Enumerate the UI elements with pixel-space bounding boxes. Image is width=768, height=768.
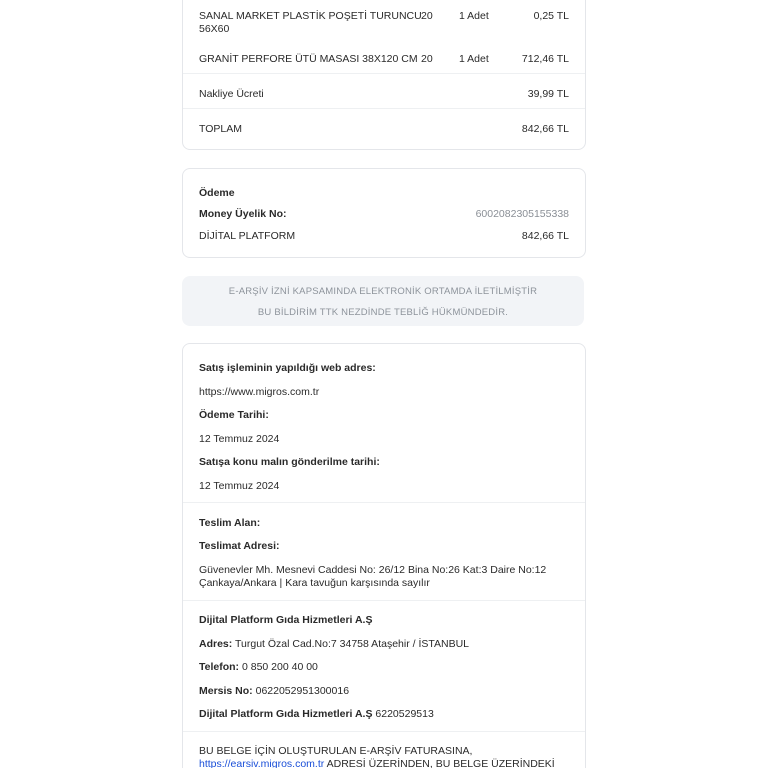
notice-line-1: E-ARŞİV İZNİ KAPSAMINDA ELEKTRONİK ORTAMDA İLETİLMİŞTİR: [228, 286, 538, 297]
company-mersis: [199, 685, 569, 698]
company-address-value: Turgut Özal Cad.No:7 34758 Ataşehir / İSTANBUL: [232, 638, 470, 650]
payment-method-label: DİJİTAL PLATFORM: [199, 230, 296, 242]
company-address: [199, 638, 569, 651]
item-unit: 1 Adet: [459, 10, 489, 22]
divider: [183, 73, 585, 74]
payment-method-amount: 842,66 TL: [521, 230, 569, 242]
company-phone-value: 0 850 200 40 00: [239, 661, 318, 673]
item-name: GRANİT PERFORE ÜTÜ MASASI 38X120 CM: [199, 53, 418, 65]
payment-title: Ödeme: [199, 187, 235, 199]
divider: [183, 731, 585, 732]
footer-line-1: BU BELGE İÇİN OLUŞTURULAN E-ARŞİV FATURASINA,: [199, 745, 473, 757]
web-address-value: https://www.migros.com.tr: [199, 386, 320, 398]
total-value: 842,66 TL: [521, 123, 569, 135]
divider: [183, 502, 585, 503]
membership-row: [199, 208, 569, 220]
company-phone-label: Telefon:: [199, 661, 240, 673]
receiver-label: Teslim Alan:: [199, 517, 261, 529]
payment-date-label: Ödeme Tarihi:: [199, 409, 269, 421]
total-label: TOPLAM: [199, 123, 242, 135]
company-address-label: Adres:: [199, 638, 233, 650]
item-quantity: 20: [421, 10, 433, 22]
earsiv-notice: [182, 276, 584, 326]
order-items-card: [182, 0, 586, 150]
payment-method-row: [199, 230, 569, 242]
footer-line-2-rest: ADRESİ ÜZERİNDEN, BU BELGE ÜZERİNDEKİ: [324, 758, 555, 768]
membership-number: 6002082305155338: [475, 208, 569, 220]
web-address-label: Satış işleminin yapıldığı web adres:: [199, 362, 376, 374]
item-price: 712,46 TL: [521, 53, 569, 65]
delivery-address-line-1: Güvenevler Mh. Mesnevi Caddesi No: 26/12 Bina No:26 Kat:3 Daire No:12: [199, 564, 547, 576]
shipping-label: Nakliye Ücreti: [199, 88, 264, 100]
company-tax-value: 6220529513: [372, 708, 434, 720]
company-mersis-label: Mersis No:: [199, 685, 253, 697]
divider: [183, 600, 585, 601]
company-mersis-value: 0622052951300016: [252, 685, 350, 697]
ship-date-label: Satışa konu malın gönderilme tarihi:: [199, 456, 380, 468]
company-tax-label: Dijital Platform Gıda Hizmetleri A.Ş: [199, 708, 373, 720]
membership-label: Money Üyelik No:: [199, 208, 287, 220]
footer-line-2: [199, 758, 569, 768]
company-name: Dijital Platform Gıda Hizmetleri A.Ş: [199, 614, 373, 626]
payment-card: [182, 168, 586, 258]
item-price: 0,25 TL: [533, 10, 569, 22]
ship-date-value: 12 Temmuz 2024: [199, 480, 280, 492]
payment-date-value: 12 Temmuz 2024: [199, 433, 280, 445]
shipping-value: 39,99 TL: [527, 88, 569, 100]
notice-line-2: BU BİLDİRİM TTK NEZDİNDE TEBLİĞ HÜKMÜNDEDİR.: [257, 307, 509, 318]
company-tax: [199, 708, 569, 721]
item-quantity: 20: [421, 53, 433, 65]
divider: [183, 108, 585, 109]
item-unit: 1 Adet: [459, 53, 489, 65]
item-name: SANAL MARKET PLASTİK POŞETİ TURUNCU 56X60: [199, 10, 422, 35]
delivery-address-label: Teslimat Adresi:: [199, 540, 280, 552]
delivery-address-line-2: Çankaya/Ankara | Kara tavuğun karşısında sayılır: [199, 577, 430, 589]
earsiv-link[interactable]: https://earsiv.migros.com.tr: [199, 758, 325, 768]
company-phone: [199, 661, 569, 674]
sale-info-card: [182, 343, 586, 768]
